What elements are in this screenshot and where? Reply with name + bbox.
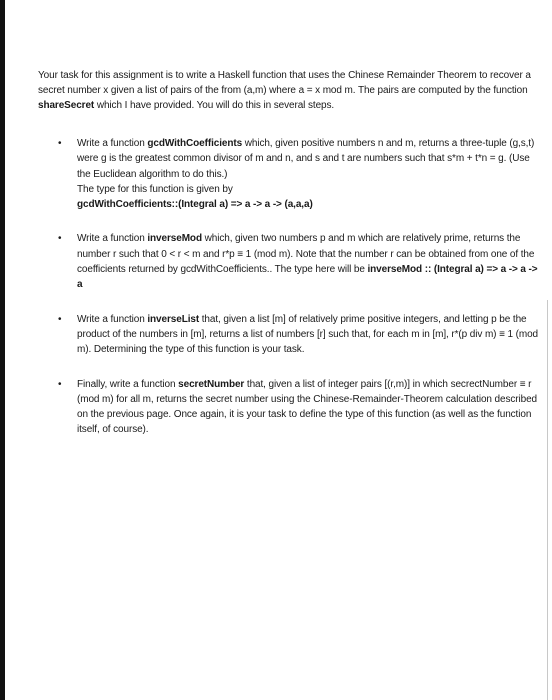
type-intro: The type for this function is given by	[77, 183, 233, 195]
task-item-inverse-mod	[38, 231, 544, 292]
bullet-icon: •	[58, 138, 62, 149]
function-name: inverseMod	[147, 233, 202, 245]
task-item-inverse-list	[38, 312, 544, 358]
assignment-document	[38, 68, 544, 438]
type-signature: gcdWithCoefficients::(Integral a) => a -> a -> (a,a,a)	[77, 199, 313, 211]
function-name: gcdWithCoefficients	[147, 138, 243, 149]
bullet-icon: •	[58, 233, 62, 245]
page-right-rule	[547, 300, 548, 700]
task-list	[38, 136, 544, 438]
bullet-icon: •	[58, 378, 62, 390]
function-name: inverseList	[147, 313, 200, 325]
bullet-icon: •	[58, 313, 62, 325]
intro-function-name: shareSecret	[38, 100, 95, 111]
intro-text-end: which I have provided. You will do this in several steps.	[94, 100, 335, 111]
task-text: Write a function inverseList that, given a list [m] of relatively prime positive integers, and letting p be the product of the numbers in [m], returns a list of numbers [r] such that, for each m in [m], r*(p div m) ≡ 1 (mod m). Determining the type of this function is your task.	[77, 313, 539, 356]
page-left-edge	[0, 0, 5, 700]
type-signature: inverseMod :: (Integral a) => a -> a -> a	[77, 264, 538, 291]
task-text: Write a function gcdWithCoefficients which, given positive numbers n and m, returns a three-tuple (g,s,t) were g is the greatest common divisor of m and n, and s and t are numbers such that s*m + t*n = g. (Use the Euclidean algorithm to do this.)	[77, 138, 535, 180]
intro-text: Your task for this assignment is to write a Haskell function that uses the Chinese Remainder Theorem to recover a secret number x given a list of pairs of the from (a,m) where a = x mod m. The pairs are computed by the function	[38, 70, 531, 96]
task-text: Write a function inverseMod which, given two numbers p and m which are relatively prime, returns the number r such that 0 < r < m and r*p ≡ 1 (mod m). Note that the number r can be obtained from one of the coefficients returned by gcdWithCoefficients.. The type here will be inverseMod :: (Integral a) => a -> a -> a	[77, 233, 538, 291]
task-text: Finally, write a function secretNumber that, given a list of integer pairs [(r,m)] in which secrectNumber ≡ r (mod m) for all m, returns the secret number using the Chinese-Remainder-Theorem calculation described on the previous page. Once again, it is your task to define the type of this function (as well as the function itself, of course).	[77, 378, 538, 436]
intro-paragraph	[38, 68, 544, 113]
task-item-secret-number	[38, 377, 544, 438]
function-name: secretNumber	[178, 378, 245, 390]
task-item-gcd	[38, 136, 544, 212]
